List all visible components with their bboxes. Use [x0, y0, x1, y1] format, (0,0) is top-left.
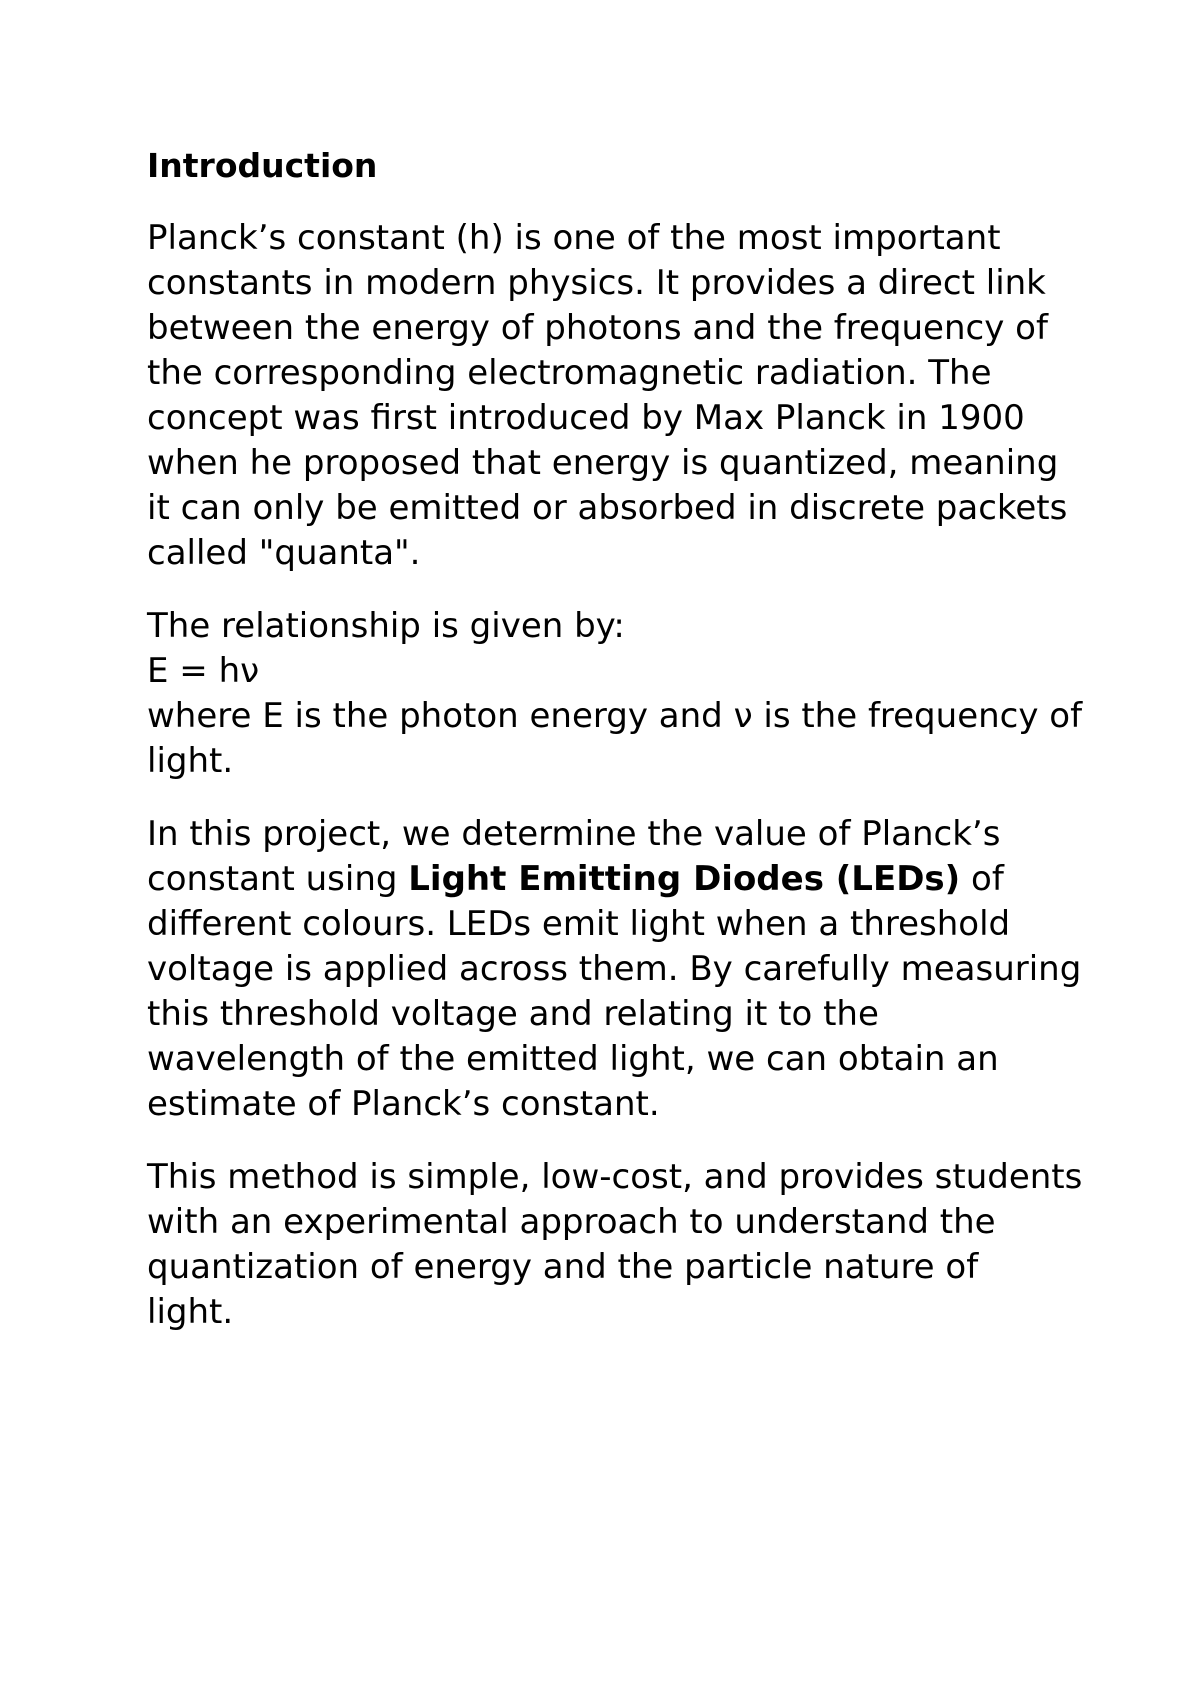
text-line: constants in modern physics. It provides a direct link: [147, 263, 1046, 303]
text-fragment: constant using: [147, 859, 409, 899]
paragraph-intro: [147, 216, 1067, 576]
text-line: In this project, we determine the value of Planck’s: [147, 814, 1001, 854]
text-line: where E is the photon energy and ν is the frequency of: [147, 696, 1083, 736]
equation-line: E = hν: [147, 651, 260, 691]
text-line: this threshold voltage and relating it to the: [147, 994, 879, 1034]
paragraph-method: [147, 1155, 1083, 1335]
text-line: light.: [147, 1292, 234, 1332]
text-line: wavelength of the emitted light, we can obtain an: [147, 1039, 999, 1079]
document-content: [147, 146, 1083, 1363]
text-line: between the energy of photons and the frequency of: [147, 308, 1048, 348]
text-line: estimate of Planck’s constant.: [147, 1084, 660, 1124]
text-line: light.: [147, 741, 234, 781]
paragraph-relationship: [147, 604, 1083, 784]
text-line: with an experimental approach to understand the: [147, 1202, 996, 1242]
text-line: quantization of energy and the particle nature of: [147, 1247, 979, 1287]
text-line: called "quanta".: [147, 533, 421, 573]
text-line: different colours. LEDs emit light when a threshold: [147, 904, 1011, 944]
text-line: the corresponding electromagnetic radiation. The: [147, 353, 992, 393]
text-line: voltage is applied across them. By carefully measuring: [147, 949, 1082, 989]
text-line: The relationship is given by:: [147, 606, 625, 646]
text-line-with-emphasis: [147, 857, 1067, 902]
text-fragment: of: [960, 859, 1004, 899]
text-line: concept was first introduced by Max Planck in 1900: [147, 398, 1025, 438]
section-heading: Introduction: [147, 146, 378, 185]
bold-term-leds: Light Emitting Diodes (LEDs): [408, 859, 961, 899]
text-line: This method is simple, low-cost, and provides students: [147, 1157, 1083, 1197]
paragraph-project: [147, 812, 1082, 1127]
text-line: Planck’s constant (h) is one of the most important: [147, 218, 1001, 258]
text-line: it can only be emitted or absorbed in discrete packets: [147, 488, 1068, 528]
text-line: when he proposed that energy is quantized, meaning: [147, 443, 1059, 483]
